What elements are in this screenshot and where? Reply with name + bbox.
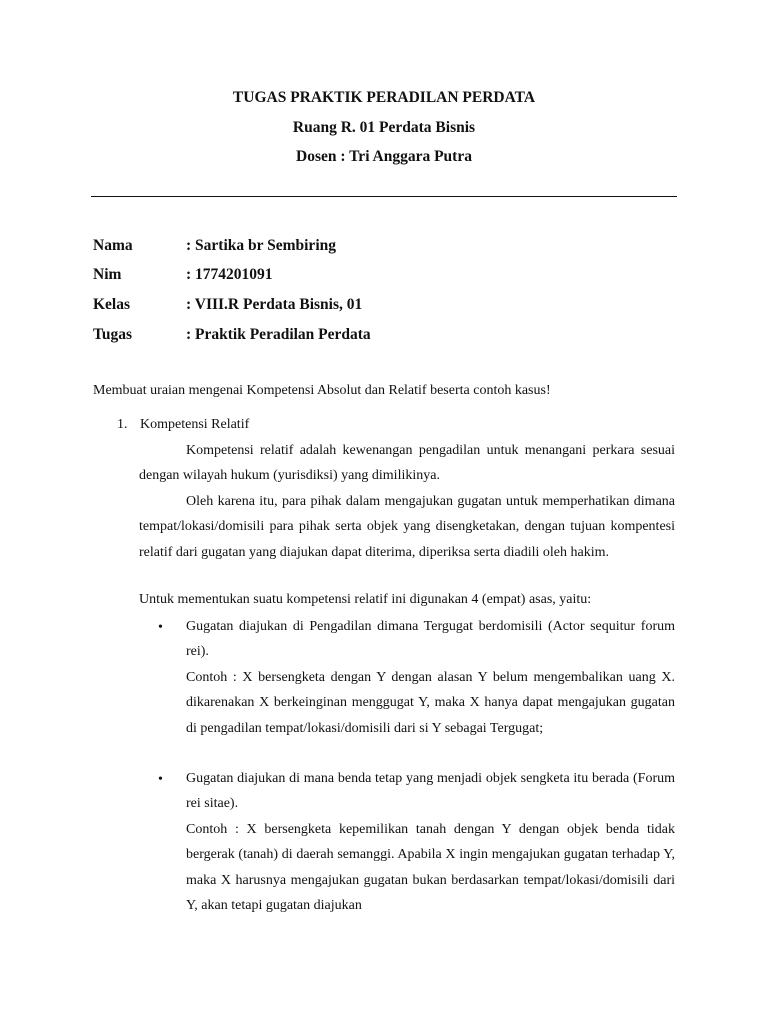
info-label: Tugas <box>93 326 133 343</box>
info-label: Kelas <box>93 296 131 313</box>
assignment-instruction: Membuat uraian mengenai Kompetensi Absolut dan Relatif beserta contoh kasus! <box>93 383 551 398</box>
section-title: Kompetensi Relatif <box>140 417 250 432</box>
bullet-example: Contoh : X bersengketa dengan Y dengan alasan Y belum mengembalikan uang X. dikarenakan X berkeinginan menggugat Y, maka X hanya dapat mengajukan gugatan di pengadilan tempat/lokasi/domisili dari si Y sebagai Tergugat; <box>186 670 675 736</box>
info-label: Nama <box>93 237 133 254</box>
bullet-icon: • <box>158 772 163 787</box>
lecturer-heading: Dosen : Tri Anggara Putra <box>296 148 472 165</box>
header-divider <box>91 196 677 197</box>
info-value: : 1774201091 <box>186 266 273 283</box>
section-paragraph: Oleh karena itu, para pihak dalam mengajukan gugatan untuk memperhatikan dimana tempat/lokasi/domisili para pihak serta objek yang disengketakan, dengan tujuan kompentesi relatif dari gugatan yang diajukan dapat diterima, diperiksa serta diadili oleh hakim. <box>139 494 675 560</box>
section-lead-text: Untuk mementukan suatu kompetensi relatif ini digunakan 4 (empat) asas, yaitu: <box>139 592 592 607</box>
bullet-text: Gugatan diajukan di Pengadilan dimana Tergugat berdomisili (Actor sequitur forum rei). <box>186 619 675 660</box>
info-label: Nim <box>93 266 122 283</box>
bullet-text: Gugatan diajukan di mana benda tetap yang menjadi objek sengketa itu berada (Forum rei sitae). <box>186 771 675 812</box>
section-number: 1. <box>117 417 128 432</box>
info-value: : VIII.R Perdata Bisnis, 01 <box>186 296 363 313</box>
bullet-example: Contoh : X bersengketa kepemilikan tanah dengan Y dengan objek benda tidak bergerak (tanah) di daerah semanggi. Apabila X ingin mengajukan gugatan terhadap Y, maka X harusnya mengajukan gugatan bukan berdasarkan tempat/lokasi/domisili dari Y, akan tetapi gugatan diajukan <box>186 822 675 914</box>
document-title: TUGAS PRAKTIK PERADILAN PERDATA <box>232 89 536 106</box>
info-value: : Sartika br Sembiring <box>186 237 336 254</box>
info-value: : Praktik Peradilan Perdata <box>186 326 371 343</box>
section-paragraph: Kompetensi relatif adalah kewenangan pengadilan untuk menangani perkara sesuai dengan wilayah hukum (yurisdiksi) yang dimilikinya. <box>139 443 675 484</box>
room-heading: Ruang R. 01 Perdata Bisnis <box>292 119 476 136</box>
bullet-icon: • <box>158 620 163 635</box>
